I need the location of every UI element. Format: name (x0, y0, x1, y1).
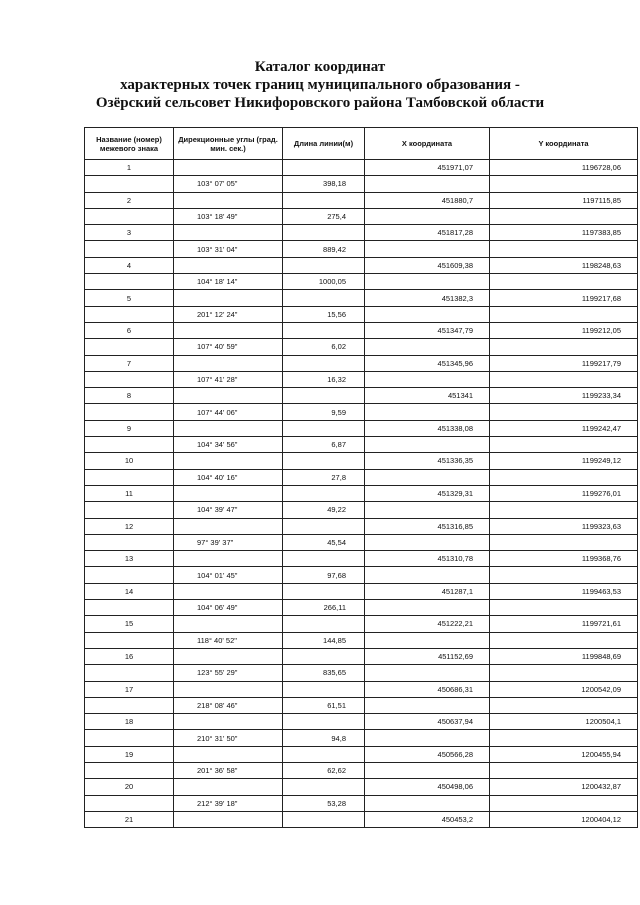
point-number: 17 (85, 681, 174, 697)
coordinates-table (84, 127, 638, 828)
point-x-coordinate: 451817,28 (365, 225, 490, 241)
segment-direction-angle: 104° 18' 14" (174, 274, 283, 290)
catalog-title-line-1: Каталог координат (254, 59, 386, 75)
point-x-coordinate: 451336,35 (365, 453, 490, 469)
empty-cell (283, 192, 365, 208)
segment-direction-angle: 118° 40' 52" (174, 632, 283, 648)
empty-cell (365, 762, 490, 778)
header-y-coordinate: Y координата (490, 128, 638, 160)
point-number: 3 (85, 225, 174, 241)
empty-cell (283, 681, 365, 697)
empty-cell (365, 437, 490, 453)
point-y-coordinate: 1197115,85 (490, 192, 638, 208)
segment-direction-angle: 201° 36' 58" (174, 762, 283, 778)
empty-cell (283, 257, 365, 273)
empty-cell (490, 534, 638, 550)
point-x-coordinate: 451310,78 (365, 551, 490, 567)
empty-cell (490, 502, 638, 518)
empty-cell (283, 583, 365, 599)
point-number: 5 (85, 290, 174, 306)
empty-cell (365, 567, 490, 583)
segment-length: 275,4 (283, 208, 365, 224)
table-row-point (85, 485, 638, 501)
table-row-segment (85, 632, 638, 648)
point-x-coordinate: 451287,1 (365, 583, 490, 599)
header-line-length: Длина линии(м) (283, 128, 365, 160)
table-row-point (85, 648, 638, 664)
empty-cell (283, 779, 365, 795)
table-row-point (85, 290, 638, 306)
point-x-coordinate: 451971,07 (365, 160, 490, 176)
empty-cell (365, 339, 490, 355)
segment-length: 49,22 (283, 502, 365, 518)
empty-cell (283, 322, 365, 338)
empty-cell (490, 208, 638, 224)
table-row-segment (85, 371, 638, 387)
segment-direction-angle: 212° 39' 18" (174, 795, 283, 811)
empty-cell (174, 616, 283, 632)
empty-cell (490, 437, 638, 453)
empty-cell (283, 160, 365, 176)
segment-length: 1000,05 (283, 274, 365, 290)
table-row-point (85, 583, 638, 599)
point-y-coordinate: 1200404,12 (490, 811, 638, 827)
table-row-point (85, 322, 638, 338)
empty-cell (365, 632, 490, 648)
empty-cell (365, 600, 490, 616)
empty-cell (365, 502, 490, 518)
point-y-coordinate: 1199249,12 (490, 453, 638, 469)
empty-cell (283, 420, 365, 436)
empty-cell (365, 208, 490, 224)
empty-cell (283, 225, 365, 241)
point-number: 6 (85, 322, 174, 338)
empty-cell (490, 469, 638, 485)
empty-cell (174, 485, 283, 501)
header-mark-name: Название (номер) межевого знака (85, 128, 174, 160)
table-row-segment (85, 600, 638, 616)
table-row-segment (85, 730, 638, 746)
segment-direction-angle: 201° 12' 24" (174, 306, 283, 322)
segment-length: 62,62 (283, 762, 365, 778)
segment-direction-angle: 107° 44' 06" (174, 404, 283, 420)
empty-cell (85, 339, 174, 355)
empty-cell (283, 714, 365, 730)
segment-direction-angle: 123° 55' 29" (174, 665, 283, 681)
point-number: 12 (85, 518, 174, 534)
point-y-coordinate: 1200432,87 (490, 779, 638, 795)
empty-cell (283, 648, 365, 664)
empty-cell (174, 192, 283, 208)
point-y-coordinate: 1198248,63 (490, 257, 638, 273)
segment-length: 6,02 (283, 339, 365, 355)
empty-cell (283, 616, 365, 632)
segment-direction-angle: 103° 07' 05" (174, 176, 283, 192)
point-number: 15 (85, 616, 174, 632)
point-number: 7 (85, 355, 174, 371)
catalog-title-line-3: Озёрский сельсовет Никифоровского района Тамбовской области (95, 95, 545, 111)
empty-cell (174, 648, 283, 664)
point-y-coordinate: 1197383,85 (490, 225, 638, 241)
point-number: 11 (85, 485, 174, 501)
point-number: 19 (85, 746, 174, 762)
segment-length: 398,18 (283, 176, 365, 192)
empty-cell (174, 779, 283, 795)
empty-cell (490, 339, 638, 355)
point-y-coordinate: 1199463,53 (490, 583, 638, 599)
point-y-coordinate: 1199212,05 (490, 322, 638, 338)
segment-length: 15,56 (283, 306, 365, 322)
empty-cell (365, 404, 490, 420)
segment-direction-angle: 107° 41' 28" (174, 371, 283, 387)
empty-cell (365, 795, 490, 811)
segment-length: 266,11 (283, 600, 365, 616)
empty-cell (174, 420, 283, 436)
empty-cell (174, 746, 283, 762)
table-row-point (85, 420, 638, 436)
segment-direction-angle: 107° 40' 59" (174, 339, 283, 355)
table-row-point (85, 551, 638, 567)
empty-cell (85, 665, 174, 681)
empty-cell (283, 551, 365, 567)
empty-cell (85, 371, 174, 387)
point-number: 20 (85, 779, 174, 795)
empty-cell (490, 697, 638, 713)
point-x-coordinate: 451880,7 (365, 192, 490, 208)
empty-cell (174, 257, 283, 273)
table-row-point (85, 388, 638, 404)
empty-cell (85, 241, 174, 257)
empty-cell (490, 371, 638, 387)
empty-cell (365, 176, 490, 192)
empty-cell (365, 665, 490, 681)
table-row-point (85, 811, 638, 827)
point-y-coordinate: 1199217,79 (490, 355, 638, 371)
empty-cell (85, 795, 174, 811)
table-row-segment (85, 795, 638, 811)
segment-direction-angle: 210° 31' 50" (174, 730, 283, 746)
table-row-segment (85, 502, 638, 518)
empty-cell (85, 176, 174, 192)
empty-cell (85, 632, 174, 648)
point-x-coordinate: 450453,2 (365, 811, 490, 827)
segment-length: 9,59 (283, 404, 365, 420)
point-x-coordinate: 451222,21 (365, 616, 490, 632)
segment-length: 144,85 (283, 632, 365, 648)
empty-cell (85, 437, 174, 453)
empty-cell (490, 730, 638, 746)
empty-cell (174, 225, 283, 241)
segment-direction-angle: 97° 39' 37" (174, 534, 283, 550)
catalog-title-line-2: характерных точек границ муниципального образования - (120, 77, 520, 93)
point-y-coordinate: 1199242,47 (490, 420, 638, 436)
table-row-point (85, 192, 638, 208)
table-row-segment (85, 339, 638, 355)
empty-cell (283, 355, 365, 371)
segment-length: 27,8 (283, 469, 365, 485)
header-x-coordinate: X координата (365, 128, 490, 160)
point-number: 14 (85, 583, 174, 599)
point-x-coordinate: 451345,96 (365, 355, 490, 371)
empty-cell (283, 290, 365, 306)
empty-cell (365, 730, 490, 746)
table-row-segment (85, 274, 638, 290)
table-row-point (85, 453, 638, 469)
empty-cell (365, 306, 490, 322)
empty-cell (365, 697, 490, 713)
point-number: 4 (85, 257, 174, 273)
table-row-segment (85, 665, 638, 681)
table-row-point (85, 518, 638, 534)
empty-cell (85, 274, 174, 290)
point-x-coordinate: 451609,38 (365, 257, 490, 273)
empty-cell (85, 567, 174, 583)
point-y-coordinate: 1199217,68 (490, 290, 638, 306)
segment-direction-angle: 104° 01' 45" (174, 567, 283, 583)
empty-cell (490, 404, 638, 420)
empty-cell (174, 681, 283, 697)
segment-length: 16,32 (283, 371, 365, 387)
header-direction-angle: Дирекционные углы (град. мин. сек.) (174, 128, 283, 160)
empty-cell (174, 322, 283, 338)
table-row-segment (85, 567, 638, 583)
segment-direction-angle: 104° 39' 47" (174, 502, 283, 518)
table-body (85, 160, 638, 828)
point-number: 21 (85, 811, 174, 827)
empty-cell (283, 453, 365, 469)
empty-cell (365, 274, 490, 290)
empty-cell (174, 714, 283, 730)
point-y-coordinate: 1199233,34 (490, 388, 638, 404)
table-row-segment (85, 469, 638, 485)
point-y-coordinate: 1199848,69 (490, 648, 638, 664)
segment-direction-angle: 103° 31' 04" (174, 241, 283, 257)
segment-length: 94,8 (283, 730, 365, 746)
empty-cell (174, 290, 283, 306)
point-number: 2 (85, 192, 174, 208)
empty-cell (283, 811, 365, 827)
segment-length: 97,68 (283, 567, 365, 583)
point-number: 16 (85, 648, 174, 664)
segment-direction-angle: 103° 18' 49" (174, 208, 283, 224)
point-number: 10 (85, 453, 174, 469)
table-row-segment (85, 176, 638, 192)
point-number: 8 (85, 388, 174, 404)
point-y-coordinate: 1199721,61 (490, 616, 638, 632)
empty-cell (365, 371, 490, 387)
empty-cell (174, 160, 283, 176)
table-row-point (85, 616, 638, 632)
table-row-point (85, 746, 638, 762)
empty-cell (85, 534, 174, 550)
empty-cell (85, 697, 174, 713)
segment-length: 889,42 (283, 241, 365, 257)
empty-cell (490, 600, 638, 616)
table-row-segment (85, 208, 638, 224)
table-row-segment (85, 762, 638, 778)
point-y-coordinate: 1200504,1 (490, 714, 638, 730)
point-x-coordinate: 451316,85 (365, 518, 490, 534)
point-x-coordinate: 451341 (365, 388, 490, 404)
table-row-point (85, 779, 638, 795)
point-x-coordinate: 451152,69 (365, 648, 490, 664)
empty-cell (490, 762, 638, 778)
point-y-coordinate: 1200455,94 (490, 746, 638, 762)
segment-length: 45,54 (283, 534, 365, 550)
empty-cell (174, 355, 283, 371)
empty-cell (85, 306, 174, 322)
point-x-coordinate: 451382,3 (365, 290, 490, 306)
empty-cell (365, 534, 490, 550)
empty-cell (174, 453, 283, 469)
empty-cell (490, 241, 638, 257)
table-row-point (85, 355, 638, 371)
empty-cell (85, 502, 174, 518)
table-row-point (85, 681, 638, 697)
point-y-coordinate: 1199323,63 (490, 518, 638, 534)
empty-cell (85, 469, 174, 485)
point-y-coordinate: 1196728,06 (490, 160, 638, 176)
empty-cell (283, 388, 365, 404)
table-row-segment (85, 437, 638, 453)
segment-length: 61,51 (283, 697, 365, 713)
table-row-point (85, 160, 638, 176)
point-x-coordinate: 451338,08 (365, 420, 490, 436)
point-number: 9 (85, 420, 174, 436)
empty-cell (85, 208, 174, 224)
segment-direction-angle: 104° 34' 56" (174, 437, 283, 453)
table-row-point (85, 714, 638, 730)
empty-cell (490, 176, 638, 192)
point-x-coordinate: 450637,94 (365, 714, 490, 730)
point-x-coordinate: 450686,31 (365, 681, 490, 697)
point-number: 13 (85, 551, 174, 567)
table-row-point (85, 225, 638, 241)
empty-cell (490, 567, 638, 583)
point-y-coordinate: 1200542,09 (490, 681, 638, 697)
empty-cell (490, 274, 638, 290)
point-number: 1 (85, 160, 174, 176)
empty-cell (283, 485, 365, 501)
empty-cell (490, 632, 638, 648)
point-y-coordinate: 1199276,01 (490, 485, 638, 501)
empty-cell (283, 746, 365, 762)
point-x-coordinate: 451347,79 (365, 322, 490, 338)
segment-length: 53,28 (283, 795, 365, 811)
table-row-point (85, 257, 638, 273)
empty-cell (85, 762, 174, 778)
table-header-row (85, 128, 638, 160)
empty-cell (365, 241, 490, 257)
table-row-segment (85, 404, 638, 420)
point-x-coordinate: 450566,28 (365, 746, 490, 762)
point-y-coordinate: 1199368,76 (490, 551, 638, 567)
table-row-segment (85, 241, 638, 257)
point-number: 18 (85, 714, 174, 730)
empty-cell (174, 518, 283, 534)
empty-cell (174, 583, 283, 599)
segment-direction-angle: 218° 08' 46" (174, 697, 283, 713)
point-x-coordinate: 451329,31 (365, 485, 490, 501)
empty-cell (174, 388, 283, 404)
segment-length: 6,87 (283, 437, 365, 453)
empty-cell (174, 551, 283, 567)
segment-length: 835,65 (283, 665, 365, 681)
empty-cell (490, 665, 638, 681)
table-row-segment (85, 306, 638, 322)
empty-cell (490, 306, 638, 322)
point-x-coordinate: 450498,06 (365, 779, 490, 795)
empty-cell (85, 730, 174, 746)
empty-cell (490, 795, 638, 811)
segment-direction-angle: 104° 40' 16" (174, 469, 283, 485)
empty-cell (283, 518, 365, 534)
empty-cell (85, 600, 174, 616)
table-row-segment (85, 697, 638, 713)
empty-cell (365, 469, 490, 485)
table-row-segment (85, 534, 638, 550)
empty-cell (85, 404, 174, 420)
segment-direction-angle: 104° 06' 49" (174, 600, 283, 616)
empty-cell (174, 811, 283, 827)
